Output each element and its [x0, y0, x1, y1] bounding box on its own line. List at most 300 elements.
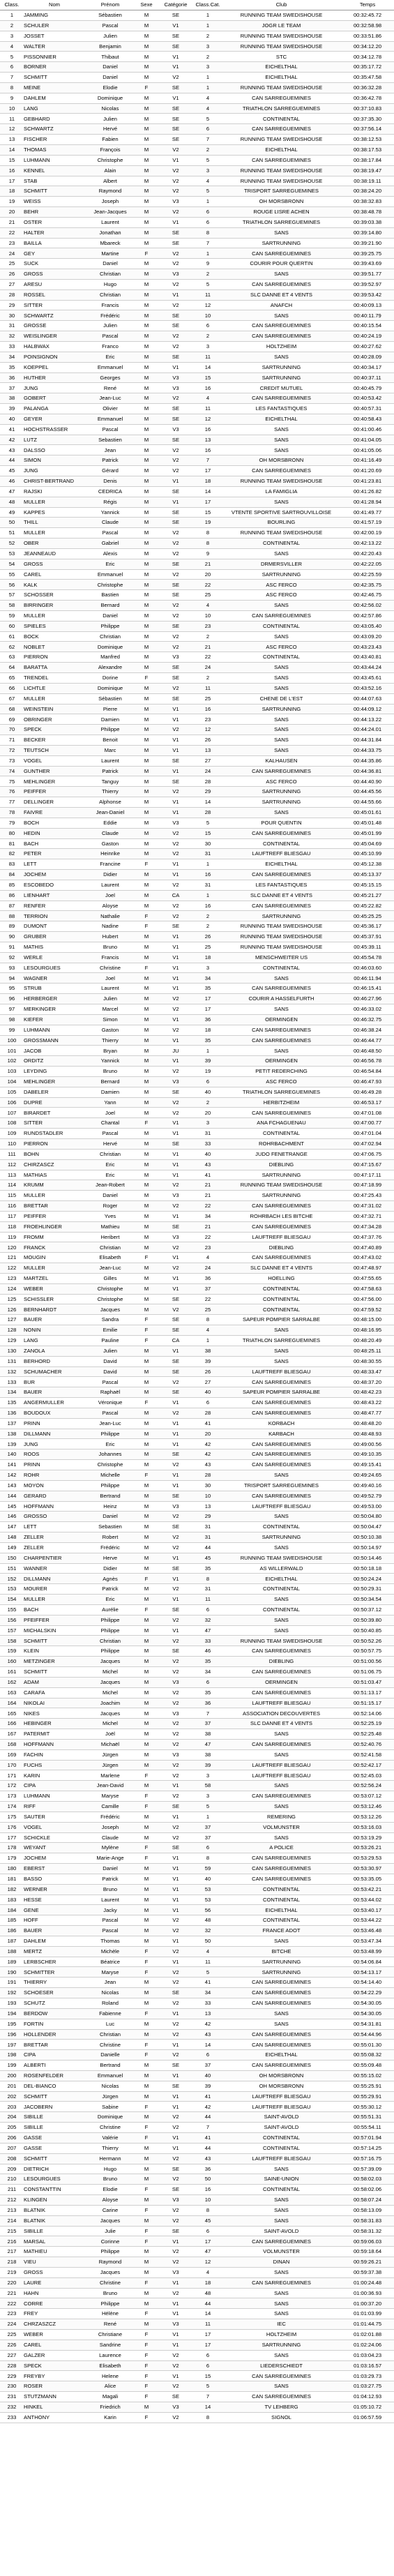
cell-club: IEC [222, 2319, 341, 2330]
table-row [0, 1853, 394, 1864]
cell-club: SANS [222, 1729, 341, 1740]
cell-nom: MEHLINGER [24, 1076, 85, 1087]
cell-prenom: Bernard [85, 601, 135, 611]
cell-nom: HESSE [24, 1895, 85, 1905]
cell-club: SANS [222, 352, 341, 362]
cell-nom: ANTHONY [24, 2412, 85, 2423]
cell-class: 151 [0, 1563, 24, 1574]
cell-temps: 00:55:30.12 [341, 2102, 394, 2112]
cell-prenom: Philippe [85, 725, 135, 735]
cell-prenom: Agnès [85, 1574, 135, 1584]
cell-club: SANS [222, 310, 341, 321]
cell-temps: 00:53:26.21 [341, 1843, 394, 1853]
cell-temps: 00:42:22.05 [341, 559, 394, 569]
cell-sexe: M [135, 342, 158, 352]
cell-class: 87 [0, 901, 24, 911]
cell-sexe: M [135, 631, 158, 642]
cell-temps: 00:40:09.13 [341, 300, 394, 310]
cell-class-cat: 6 [194, 321, 222, 331]
cell-temps: 00:57:01.94 [341, 2132, 394, 2143]
cell-class: 66 [0, 683, 24, 693]
table-row [0, 279, 394, 289]
cell-temps: 00:42:57.86 [341, 610, 394, 621]
table-row [0, 486, 394, 497]
cell-club: CAN SARREGUEMINES [222, 1687, 341, 1698]
cell-categorie: V1 [158, 20, 194, 31]
cell-club: SANS [222, 1801, 341, 1812]
cell-sexe: M [135, 197, 158, 207]
cell-prenom: Magali [85, 2392, 135, 2402]
cell-prenom: Christiane [85, 2330, 135, 2340]
table-row [0, 1636, 394, 1646]
cell-club: CONTINENTAL [222, 963, 341, 973]
cell-class-cat: 16 [194, 424, 222, 435]
cell-sexe: M [135, 414, 158, 424]
table-row [0, 1263, 394, 1274]
cell-club: CAN SARREGUEMINES [222, 1853, 341, 1864]
cell-temps: 01:06:57.59 [341, 2412, 394, 2423]
cell-class-cat: 14 [194, 362, 222, 372]
cell-club: RUNNING TEAM SWEDISHOUSE [222, 932, 341, 942]
cell-prenom: Bertrand [85, 2061, 135, 2071]
cell-nom: BUR [24, 1377, 85, 1387]
cell-club: CONTINENTAL [222, 1895, 341, 1905]
cell-club: CAN SARREGUEMINES [222, 1998, 341, 2009]
cell-categorie: V1 [158, 2236, 194, 2247]
cell-categorie: V1 [158, 2008, 194, 2019]
cell-temps: 00:40:57.31 [341, 404, 394, 414]
column-header-nom: Nom [24, 0, 85, 10]
cell-temps: 00:39:03.38 [341, 217, 394, 227]
cell-nom: JUNG [24, 383, 85, 393]
cell-club: CAN SARREGUEMINES [222, 1439, 341, 1449]
cell-nom: KALK [24, 580, 85, 590]
column-header-club: Club [222, 0, 341, 10]
cell-club: BITCHE [222, 1946, 341, 1957]
cell-temps: 00:40:45.79 [341, 383, 394, 393]
cell-sexe: M [135, 238, 158, 248]
cell-class-cat: 23 [194, 621, 222, 631]
cell-nom: GEBHARD [24, 114, 85, 124]
cell-prenom: Laurent [85, 755, 135, 766]
cell-class-cat: 3 [194, 342, 222, 352]
cell-temps: 00:36:42.78 [341, 93, 394, 103]
cell-sexe: M [135, 331, 158, 342]
table-row [0, 807, 394, 818]
table-row [0, 2412, 394, 2423]
cell-prenom: Jonathan [85, 227, 135, 238]
cell-nom: LAURE [24, 2277, 85, 2288]
table-row [0, 1211, 394, 1221]
cell-class-cat: 13 [194, 2008, 222, 2019]
cell-temps: 00:45:01.48 [341, 818, 394, 828]
cell-nom: ROHR [24, 1470, 85, 1480]
cell-nom: GASSE [24, 2132, 85, 2143]
cell-prenom: Julien [85, 31, 135, 41]
table-row [0, 476, 394, 486]
cell-club: RUNNING TEAM SWEDISHOUSE [222, 1636, 341, 1646]
cell-nom: SCHUTZ [24, 1998, 85, 2009]
cell-nom: KRUMM [24, 1180, 85, 1191]
cell-class-cat: 32 [194, 1615, 222, 1625]
cell-sexe: F [135, 1791, 158, 1802]
cell-nom: BAUER [24, 1315, 85, 1325]
cell-prenom: Bruno [85, 1884, 135, 1895]
table-row [0, 559, 394, 569]
cell-prenom: Daniel [85, 259, 135, 269]
cell-class: 161 [0, 1667, 24, 1678]
cell-club: POUR QUENTIN [222, 818, 341, 828]
cell-class: 52 [0, 538, 24, 549]
cell-class: 185 [0, 1915, 24, 1926]
cell-class: 1 [0, 10, 24, 21]
table-row [0, 2257, 394, 2268]
cell-sexe: F [135, 673, 158, 684]
cell-class-cat: 35 [194, 1563, 222, 1574]
cell-class-cat: 17 [194, 1004, 222, 1015]
cell-categorie: V2 [158, 144, 194, 155]
cell-categorie: V2 [158, 2019, 194, 2029]
cell-class: 209 [0, 2164, 24, 2174]
cell-class-cat: 2 [194, 911, 222, 921]
table-row [0, 911, 394, 921]
cell-categorie: V2 [158, 1998, 194, 2009]
cell-class: 26 [0, 269, 24, 280]
cell-class-cat: 20 [194, 1429, 222, 1439]
cell-temps: 00:45:13.37 [341, 870, 394, 880]
cell-club: SARTRUNNING [222, 1957, 341, 1967]
cell-categorie: SE [158, 1294, 194, 1304]
cell-class-cat: 21 [194, 1180, 222, 1191]
cell-nom: DELLINGER [24, 797, 85, 808]
cell-nom: SCHMITT [24, 1667, 85, 1678]
cell-categorie: V2 [158, 838, 194, 849]
cell-sexe: F [135, 1574, 158, 1584]
cell-prenom: Aloyse [85, 901, 135, 911]
cell-nom: ARESU [24, 279, 85, 289]
cell-sexe: M [135, 1760, 158, 1770]
table-row [0, 300, 394, 310]
cell-class: 25 [0, 259, 24, 269]
table-row [0, 331, 394, 342]
cell-temps: 00:52:42.17 [341, 1760, 394, 1770]
cell-categorie: SE [158, 435, 194, 445]
cell-temps: 00:42:56.02 [341, 601, 394, 611]
cell-class: 119 [0, 1232, 24, 1242]
cell-sexe: F [135, 1398, 158, 1408]
cell-nom: KLINGEN [24, 2195, 85, 2206]
cell-categorie: V2 [158, 1377, 194, 1387]
cell-temps: 00:43:52.16 [341, 683, 394, 693]
cell-sexe: M [135, 642, 158, 652]
cell-prenom: Friedrich [85, 2402, 135, 2412]
cell-club: SARTRUNNING [222, 1191, 341, 1201]
cell-prenom: Julien [85, 1346, 135, 1356]
cell-temps: 00:48:30.55 [341, 1356, 394, 1366]
cell-class: 146 [0, 1512, 24, 1522]
cell-club: SARTRUNNING [222, 372, 341, 383]
cell-prenom: Danielle [85, 2050, 135, 2061]
cell-class: 201 [0, 2081, 24, 2091]
cell-nom: BIRRINGER [24, 601, 85, 611]
cell-class: 90 [0, 932, 24, 942]
cell-club: TRISPORT SARREGUEMINES [222, 186, 341, 197]
table-row [0, 745, 394, 755]
cell-prenom: Christine [85, 2040, 135, 2050]
cell-sexe: F [135, 1470, 158, 1480]
cell-class: 102 [0, 1056, 24, 1067]
cell-categorie: V2 [158, 1822, 194, 1832]
cell-sexe: M [135, 2319, 158, 2330]
table-row [0, 932, 394, 942]
cell-club: OERMINGEN [222, 1014, 341, 1025]
cell-categorie: V1 [158, 766, 194, 776]
table-row [0, 1905, 394, 1915]
cell-class-cat: 58 [194, 1781, 222, 1791]
cell-nom: BAILLA [24, 238, 85, 248]
cell-nom: LIENHART [24, 890, 85, 901]
cell-club: SANS [222, 663, 341, 673]
table-row [0, 383, 394, 393]
cell-club: HOLTZHEIM [222, 2330, 341, 2340]
cell-nom: BACH [24, 1604, 85, 1615]
cell-club: SANS [222, 807, 341, 818]
table-row [0, 52, 394, 62]
table-row [0, 248, 394, 259]
cell-nom: LERBSCHER [24, 1957, 85, 1967]
cell-categorie: V1 [158, 984, 194, 994]
table-row [0, 538, 394, 549]
cell-sexe: F [135, 2392, 158, 2402]
cell-class: 179 [0, 1853, 24, 1864]
cell-club: SANS [222, 445, 341, 455]
cell-class-cat: 17 [194, 2236, 222, 2247]
cell-prenom: Fabien [85, 135, 135, 145]
cell-categorie: SE [158, 1646, 194, 1657]
cell-nom: SAUTER [24, 1812, 85, 1822]
cell-club: OERMINGEN [222, 1677, 341, 1687]
table-row [0, 1512, 394, 1522]
cell-sexe: M [135, 548, 158, 559]
cell-class-cat: 22 [194, 1294, 222, 1304]
cell-sexe: M [135, 1895, 158, 1905]
cell-club: SANS [222, 1356, 341, 1366]
cell-nom: MATHIAS [24, 1170, 85, 1180]
cell-class: 152 [0, 1574, 24, 1584]
cell-categorie: CA [158, 890, 194, 901]
table-row [0, 610, 394, 621]
cell-temps: 00:59:18.64 [341, 2247, 394, 2257]
cell-categorie: V2 [158, 176, 194, 186]
cell-class-cat: 21 [194, 1221, 222, 1232]
cell-prenom: Valérie [85, 2132, 135, 2143]
cell-class-cat: 6 [194, 217, 222, 227]
cell-temps: 00:48:43.22 [341, 1398, 394, 1408]
cell-class: 73 [0, 755, 24, 766]
cell-prenom: Eric [85, 1439, 135, 1449]
cell-class: 182 [0, 1884, 24, 1895]
cell-sexe: M [135, 870, 158, 880]
table-row [0, 176, 394, 186]
cell-class-cat: 6 [194, 124, 222, 135]
cell-prenom: Jean-Daniel [85, 807, 135, 818]
cell-categorie: V1 [158, 1895, 194, 1905]
cell-class-cat: 29 [194, 787, 222, 797]
cell-sexe: M [135, 683, 158, 693]
table-row [0, 1677, 394, 1687]
cell-categorie: SE [158, 755, 194, 766]
cell-temps: 00:59:06.03 [341, 2236, 394, 2247]
cell-class: 208 [0, 2153, 24, 2164]
table-row [0, 963, 394, 973]
cell-class-cat: 8 [194, 227, 222, 238]
cell-categorie: V2 [158, 1667, 194, 1678]
table-row [0, 197, 394, 207]
cell-sexe: M [135, 217, 158, 227]
cell-categorie: V1 [158, 1170, 194, 1180]
table-row [0, 2330, 394, 2340]
cell-class-cat: 2 [194, 331, 222, 342]
cell-categorie: V1 [158, 1346, 194, 1356]
cell-club: LAUFTREFF BLIESGAU [222, 1232, 341, 1242]
cell-categorie: SE [158, 103, 194, 114]
cell-nom: MOUGIN [24, 1253, 85, 1263]
cell-prenom: Damien [85, 714, 135, 725]
table-row [0, 2236, 394, 2247]
cell-temps: 00:46:56.78 [341, 1056, 394, 1067]
cell-sexe: M [135, 1636, 158, 1646]
cell-temps: 00:44:36.81 [341, 766, 394, 776]
cell-sexe: M [135, 1242, 158, 1253]
cell-class-cat: 37 [194, 1719, 222, 1729]
cell-prenom: Christian [85, 1242, 135, 1253]
cell-class: 214 [0, 2215, 24, 2226]
table-row [0, 41, 394, 52]
cell-class: 177 [0, 1832, 24, 1843]
table-row [0, 1801, 394, 1812]
table-row [0, 1366, 394, 1377]
cell-club: CONTINENTAL [222, 1584, 341, 1595]
table-row [0, 890, 394, 901]
cell-categorie: V1 [158, 1595, 194, 1605]
cell-prenom: Joel [85, 973, 135, 984]
cell-club: CAN SARREGUEMINES [222, 2371, 341, 2381]
cell-class: 131 [0, 1356, 24, 1366]
cell-categorie: V1 [158, 2277, 194, 2288]
cell-categorie: V1 [158, 155, 194, 165]
cell-sexe: F [135, 1770, 158, 1781]
cell-class: 61 [0, 631, 24, 642]
cell-sexe: M [135, 1584, 158, 1595]
cell-club: RUNNING TEAM SWEDISHOUSE [222, 476, 341, 486]
cell-prenom: Jürgen [85, 1749, 135, 1760]
cell-class-cat: 37 [194, 1283, 222, 1294]
cell-temps: 00:49:15.41 [341, 1460, 394, 1470]
cell-class: 64 [0, 663, 24, 673]
cell-nom: NIKOLAI [24, 1698, 85, 1708]
cell-club: HOLTZHEIM [222, 342, 341, 352]
cell-sexe: M [135, 2298, 158, 2309]
cell-class: 133 [0, 1377, 24, 1387]
cell-class: 180 [0, 1864, 24, 1874]
cell-sexe: M [135, 880, 158, 890]
cell-club: DIEBLING [222, 1657, 341, 1667]
cell-categorie: V2 [158, 1770, 194, 1781]
cell-class: 113 [0, 1170, 24, 1180]
cell-categorie: SE [158, 124, 194, 135]
cell-categorie: V2 [158, 1584, 194, 1595]
cell-sexe: M [135, 1915, 158, 1926]
cell-sexe: M [135, 1677, 158, 1687]
cell-prenom: Julien [85, 994, 135, 1004]
cell-prenom: Thierry [85, 1035, 135, 1046]
cell-temps: 00:53:12.46 [341, 1801, 394, 1812]
cell-class-cat: 19 [194, 1067, 222, 1077]
cell-nom: BACH [24, 838, 85, 849]
cell-class-cat: 21 [194, 642, 222, 652]
cell-categorie: V2 [158, 1739, 194, 1749]
cell-nom: DIETRICH [24, 2164, 85, 2174]
cell-prenom: Albert [85, 176, 135, 186]
table-row [0, 2309, 394, 2319]
table-row [0, 2008, 394, 2019]
cell-nom: FAIVRE [24, 807, 85, 818]
cell-club: CAN SARREGUEMINES [222, 2061, 341, 2071]
cell-class-cat: 16 [194, 383, 222, 393]
cell-class-cat: 43 [194, 2029, 222, 2040]
cell-sexe: M [135, 766, 158, 776]
cell-prenom: Julie [85, 2226, 135, 2236]
cell-categorie: V2 [158, 259, 194, 269]
table-row [0, 704, 394, 714]
cell-temps: 00:44:45.56 [341, 787, 394, 797]
cell-sexe: M [135, 704, 158, 714]
cell-club: EICHELTHAL [222, 73, 341, 83]
cell-temps: 00:41:20.69 [341, 466, 394, 476]
cell-categorie: V1 [158, 497, 194, 507]
cell-nom: MULLER [24, 497, 85, 507]
cell-prenom: Elodie [85, 2185, 135, 2195]
cell-class: 178 [0, 1843, 24, 1853]
table-row [0, 2102, 394, 2112]
table-row [0, 1532, 394, 1543]
cell-class-cat: 6 [194, 2360, 222, 2371]
cell-sexe: F [135, 1315, 158, 1325]
cell-club: AS WILLERWALD [222, 1563, 341, 1574]
table-row [0, 2226, 394, 2236]
cell-class-cat: 35 [194, 1035, 222, 1046]
table-row [0, 435, 394, 445]
table-row [0, 2029, 394, 2040]
cell-nom: ROSENFELDER [24, 2070, 85, 2081]
cell-prenom: Nathalie [85, 911, 135, 921]
cell-temps: 00:54:44.96 [341, 2029, 394, 2040]
cell-nom: DAHLEM [24, 1936, 85, 1946]
cell-prenom: Christophe [85, 155, 135, 165]
cell-nom: HOCHSTRASSER [24, 424, 85, 435]
cell-prenom: Didier [85, 1563, 135, 1574]
cell-club: TRIATHLON SARREGUEMINES [222, 217, 341, 227]
cell-nom: ROOS [24, 1449, 85, 1460]
cell-nom: KIEFER [24, 1014, 85, 1025]
cell-categorie: V2 [158, 828, 194, 838]
cell-sexe: M [135, 1832, 158, 1843]
cell-nom: SPECK [24, 2360, 85, 2371]
cell-prenom: Manfred [85, 652, 135, 663]
cell-club: CONTINENTAL [222, 2143, 341, 2153]
cell-club: CAN SARREGUEMINES [222, 1667, 341, 1678]
cell-categorie: V1 [158, 714, 194, 725]
